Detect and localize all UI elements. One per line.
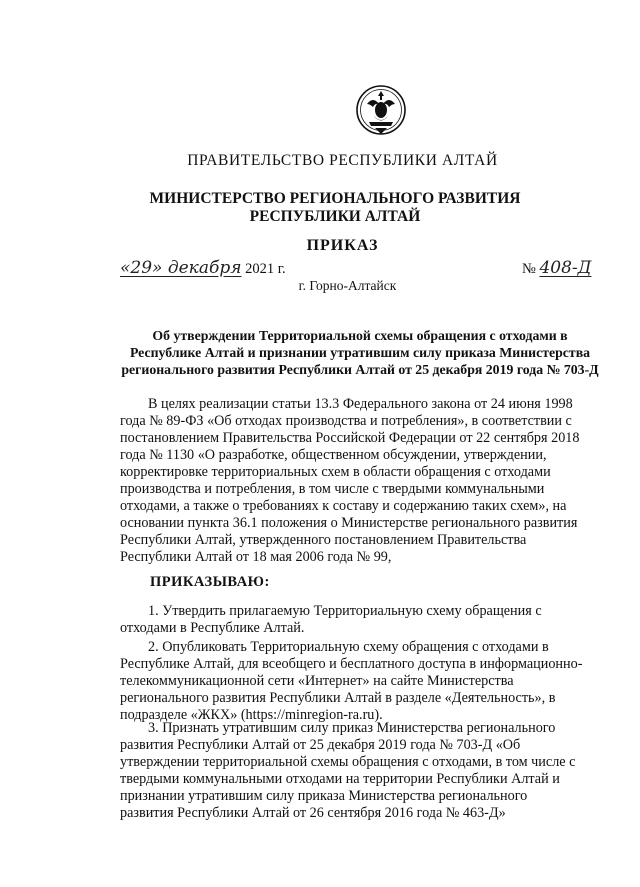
preamble-line: года № 89-ФЗ «Об отходах производства и потребления», в соответствии с [120,413,572,429]
handwritten-date: «29» декабря [120,258,242,278]
number-prefix: № [522,261,536,277]
date-year: 2021 г. [245,261,286,277]
ministry-title [0,190,640,226]
decree-heading: ПРИКАЗЫВАЮ: [150,574,270,590]
preamble-line: основании пункта 36.1 положения о Министерстве регионального развития [120,515,578,531]
item-line: признании утратившим силу приказа Министерства регионального [120,788,528,804]
coat-of-arms-emblem [355,82,407,142]
preamble-line: года № 1130 «О разработке, общественном обсуждении, утверждении, [120,447,547,463]
item-line: твердыми коммунальными отходами на территории Республики Алтай и [120,771,560,787]
preamble-line: Республики Алтай от 18 мая 2006 года № 99, [120,549,392,565]
handwritten-number: 408-Д [539,258,592,278]
item-line: отходами в Республике Алтай. [120,620,305,636]
preamble-paragraph [120,396,600,566]
item-line: 1. Утвердить прилагаемую Территориальную схему обращения с [148,603,542,619]
item-line: 3. Признать утратившим силу приказ Министерства регионального [148,720,556,736]
order-item-1 [120,603,600,637]
item-line: 2. Опубликовать Территориальную схему обращения с отходами в [148,639,549,655]
document-type-title: ПРИКАЗ [306,237,379,254]
preamble-line: производства и потребления, в том числе с твердыми коммунальными [120,481,545,497]
item-line: утверждении территориальной схемы обращения с отходами, в том числе с [120,754,576,770]
subject-line-3: регионального развития Республики Алтай от 25 декабря 2019 года № 703-Д [121,362,599,377]
city-name: г. Горно-Алтайск [298,278,397,293]
preamble-line: отходами, а также о требованиях к составу и содержанию таких схем», на [120,498,567,514]
item-line: развития Республики Алтай от 26 сентября 2016 года № 463-Д» [120,805,506,821]
preamble-line: корректировке территориальных схем в области обращения с отходами [120,464,551,480]
subject-line-2: Республике Алтай и признании утратившим силу приказа Министерства [129,345,591,360]
order-subject [120,327,600,378]
government-title: ПРАВИТЕЛЬСТВО РЕСПУБЛИКИ АЛТАЙ [187,152,498,169]
item-line: телекоммуникационной сети «Интернет» на сайте Министерства [120,673,514,689]
order-item-3 [120,720,600,822]
ministry-title-line-1: МИНИСТЕРСТВО РЕГИОНАЛЬНОГО РАЗВИТИЯ [149,190,521,207]
preamble-line: В целях реализации статьи 13.3 Федерального закона от 24 июня 1998 [148,396,573,412]
item-line: регионального развития Республики Алтай в разделе «Деятельность», в [120,690,556,706]
ministry-title-line-2: РЕСПУБЛИКИ АЛТАЙ [249,208,421,225]
preamble-line: Республики Алтай, утвержденного постановлением Правительства [120,532,527,548]
item-line: подразделе «ЖКХ» (https://minregion-ra.ru). [120,707,383,723]
item-line: Республике Алтай, для всеобщего и бесплатного доступа в информационно- [120,656,583,672]
republic-altai-emblem-icon [355,82,407,142]
order-item-2 [120,639,600,724]
order-date [120,258,286,278]
preamble-line: постановлением Правительства Российской Федерации от 22 сентября 2018 [120,430,580,446]
order-number [522,258,591,278]
subject-line-1: Об утверждении Территориальной схемы обращения с отходами в [152,328,568,343]
item-line: развития Республики Алтай от 25 декабря 2019 года № 703-Д «Об [120,737,521,753]
